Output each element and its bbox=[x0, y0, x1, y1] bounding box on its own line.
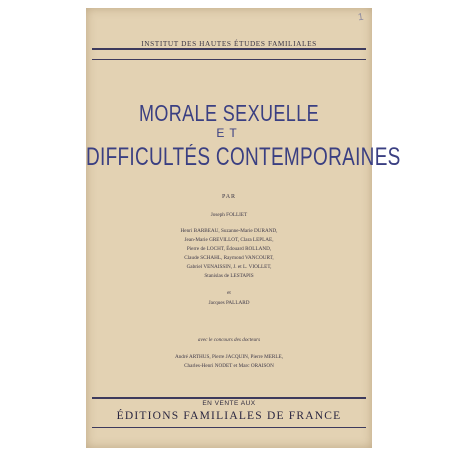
contributors-intro: avec le concours des docteurs bbox=[197, 337, 261, 343]
sales-line: EN VENTE AUX bbox=[202, 400, 256, 407]
contributor-line: Charles-Henri NODET et Marc ORAISON bbox=[184, 363, 274, 369]
bottom-rule-thin bbox=[92, 427, 366, 428]
title-line-1: MORALE SEXUELLE bbox=[138, 100, 320, 126]
last-author: Jacques PALLARD bbox=[208, 300, 250, 306]
top-rule bbox=[92, 48, 366, 50]
bottom-rule bbox=[92, 397, 366, 399]
author-line: Pierre de LOCHT, Édouard ROLLAND, bbox=[186, 246, 272, 252]
title-line-2: DIFFICULTÉS CONTEMPORAINES bbox=[86, 144, 401, 172]
contributor-line: André ARTHUS, Pierre JACQUIN, Pierre MERLE, bbox=[174, 354, 284, 360]
institute-name: INSTITUT DES HAUTES ÉTUDES FAMILIALES bbox=[141, 39, 317, 48]
author-line: Henri BARBEAU, Suzanne-Marie DURAND, bbox=[180, 228, 278, 234]
top-rule-thin bbox=[92, 59, 366, 60]
author-line: Gabriel VENAISSIN, J. et L. VIOLLET, bbox=[186, 264, 272, 270]
title-et: ET bbox=[216, 126, 242, 140]
book-cover bbox=[86, 8, 401, 448]
pencil-annotation: 1 bbox=[357, 11, 365, 24]
and-text: et bbox=[227, 290, 231, 296]
par-label: PAR bbox=[221, 194, 237, 200]
author-line: Joseph FOLLIET bbox=[210, 212, 248, 218]
author-line: Stanislas de LESTAPIS bbox=[204, 273, 254, 279]
publisher-name: ÉDITIONS FAMILIALES DE FRANCE bbox=[116, 410, 342, 422]
author-line: Jean-Marie GREVILLOT, Clara LEPLAE, bbox=[184, 237, 274, 243]
author-line: Claude SCHAHL, Raymond VANCOURT, bbox=[184, 255, 274, 261]
